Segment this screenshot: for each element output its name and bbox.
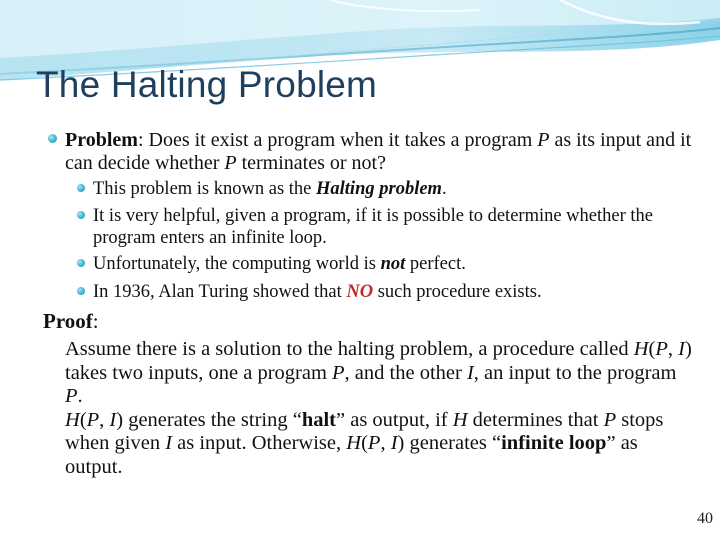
subbullet-helpful: It is very helpful, given a program, if it is possible to determine whether the program enters an infinite loop.	[93, 206, 653, 248]
proof-body	[65, 338, 695, 479]
sub-bullet-dot-icon	[77, 287, 85, 295]
problem-bullet: Problem: Does it exist a program when it takes a program P as its input and it can decide whether P terminates or not?	[65, 129, 692, 174]
subbullet-not-perfect: Unfortunately, the computing world is not perfect.	[93, 254, 466, 274]
problem-label: Problem	[65, 129, 138, 151]
sub-bullet-dot-icon	[77, 259, 85, 267]
subbullet-halting-problem: This problem is known as the Halting problem.	[93, 179, 447, 199]
page-number: 40	[697, 510, 713, 527]
subbullet-turing: In 1936, Alan Turing showed that NO such procedure exists.	[93, 282, 542, 302]
bullet-dot-icon	[48, 134, 57, 143]
proof-paragraph-2: H(P, I) generates the string “halt” as output, if H determines that P stops when given I as input. Otherwise, H(P, I) generates “infinite loop” as output.	[65, 408, 664, 478]
sub-bullet-dot-icon	[77, 184, 85, 192]
sub-bullet-dot-icon	[77, 211, 85, 219]
slide-title: The Halting Problem	[36, 64, 378, 105]
proof-paragraph-1: Assume there is a solution to the halting problem, a procedure called H(P, I) takes two inputs, one a program P, and the other I, an input to the program P.	[65, 338, 692, 407]
proof-label: Proof:	[43, 309, 99, 333]
